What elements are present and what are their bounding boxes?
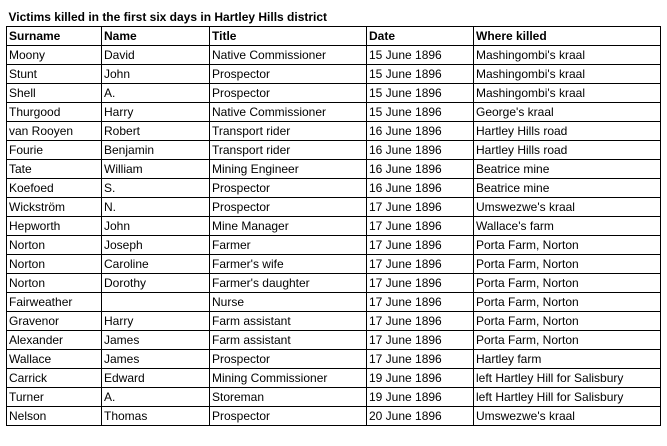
date-cell[interactable]: 17 June 1896 xyxy=(367,255,474,274)
where-killed-cell[interactable]: George's kraal xyxy=(474,103,661,122)
title-cell[interactable]: Native Commissioner xyxy=(210,46,367,65)
name-cell[interactable]: James xyxy=(102,350,210,369)
where-killed-cell[interactable]: Mashingombi's kraal xyxy=(474,84,661,103)
date-cell[interactable]: 15 June 1896 xyxy=(367,46,474,65)
name-cell[interactable]: Edward xyxy=(102,369,210,388)
column-header-where-killed[interactable]: Where killed xyxy=(474,27,661,46)
name-cell[interactable]: Thomas xyxy=(102,407,210,426)
title-cell[interactable]: Farm assistant xyxy=(210,312,367,331)
where-killed-cell[interactable]: Hartley Hills road xyxy=(474,122,661,141)
surname-cell[interactable]: Wickström xyxy=(7,198,102,217)
name-cell[interactable]: Dorothy xyxy=(102,274,210,293)
title-cell[interactable]: Native Commissioner xyxy=(210,103,367,122)
surname-cell[interactable]: Nelson xyxy=(7,407,102,426)
header-row xyxy=(7,27,661,46)
table-row xyxy=(7,331,661,350)
table-row xyxy=(7,217,661,236)
date-cell[interactable]: 17 June 1896 xyxy=(367,350,474,369)
title-cell[interactable]: Farmer's daughter xyxy=(210,274,367,293)
date-cell[interactable]: 17 June 1896 xyxy=(367,293,474,312)
where-killed-cell[interactable]: Hartley farm xyxy=(474,350,661,369)
date-cell[interactable]: 20 June 1896 xyxy=(367,407,474,426)
table-row xyxy=(7,255,661,274)
title-cell[interactable]: Prospector xyxy=(210,84,367,103)
date-cell[interactable]: 17 June 1896 xyxy=(367,198,474,217)
surname-cell[interactable]: Thurgood xyxy=(7,103,102,122)
where-killed-cell[interactable]: left Hartley Hill for Salisbury xyxy=(474,388,661,407)
surname-cell[interactable]: Gravenor xyxy=(7,312,102,331)
title-cell[interactable]: Storeman xyxy=(210,388,367,407)
surname-cell[interactable]: Alexander xyxy=(7,331,102,350)
date-cell[interactable]: 15 June 1896 xyxy=(367,103,474,122)
date-cell[interactable]: 15 June 1896 xyxy=(367,84,474,103)
where-killed-cell[interactable]: Porta Farm, Norton xyxy=(474,331,661,350)
surname-cell[interactable]: Hepworth xyxy=(7,217,102,236)
column-header-title[interactable]: Title xyxy=(210,27,367,46)
table-row xyxy=(7,160,661,179)
title-cell[interactable]: Mine Manager xyxy=(210,217,367,236)
date-cell[interactable]: 16 June 1896 xyxy=(367,160,474,179)
table-row xyxy=(7,103,661,122)
surname-cell[interactable]: Stunt xyxy=(7,65,102,84)
name-cell[interactable]: A. xyxy=(102,388,210,407)
table-row xyxy=(7,65,661,84)
name-cell[interactable]: David xyxy=(102,46,210,65)
table-row xyxy=(7,84,661,103)
where-killed-cell[interactable]: Porta Farm, Norton xyxy=(474,236,661,255)
date-cell[interactable]: 17 June 1896 xyxy=(367,312,474,331)
title-cell[interactable]: Mining Engineer xyxy=(210,160,367,179)
table-row xyxy=(7,236,661,255)
column-header-date[interactable]: Date xyxy=(367,27,474,46)
where-killed-cell[interactable]: left Hartley Hill for Salisbury xyxy=(474,369,661,388)
title-cell[interactable]: Prospector xyxy=(210,198,367,217)
where-killed-cell[interactable]: Beatrice mine xyxy=(474,179,661,198)
table-row xyxy=(7,293,661,312)
name-cell[interactable]: Harry xyxy=(102,103,210,122)
surname-cell[interactable]: Norton xyxy=(7,255,102,274)
date-cell[interactable]: 17 June 1896 xyxy=(367,331,474,350)
title-cell[interactable]: Prospector xyxy=(210,407,367,426)
table-row xyxy=(7,369,661,388)
empty-cell[interactable] xyxy=(367,8,474,27)
date-cell[interactable]: 19 June 1896 xyxy=(367,388,474,407)
surname-cell[interactable]: Wallace xyxy=(7,350,102,369)
date-cell[interactable]: 17 June 1896 xyxy=(367,274,474,293)
where-killed-cell[interactable]: Hartley Hills road xyxy=(474,141,661,160)
name-cell[interactable]: A. xyxy=(102,84,210,103)
title-cell[interactable]: Transport rider xyxy=(210,141,367,160)
surname-cell[interactable]: Moony xyxy=(7,46,102,65)
table-row xyxy=(7,141,661,160)
where-killed-cell[interactable]: Porta Farm, Norton xyxy=(474,293,661,312)
surname-cell[interactable]: Norton xyxy=(7,236,102,255)
table-row xyxy=(7,350,661,369)
name-cell[interactable]: Joseph xyxy=(102,236,210,255)
title-cell[interactable]: Mining Commissioner xyxy=(210,369,367,388)
table-row xyxy=(7,179,661,198)
column-header-name[interactable]: Name xyxy=(102,27,210,46)
surname-cell[interactable]: Norton xyxy=(7,274,102,293)
surname-cell[interactable]: van Rooyen xyxy=(7,122,102,141)
title-cell[interactable]: Farmer's wife xyxy=(210,255,367,274)
column-header-surname[interactable]: Surname xyxy=(7,27,102,46)
title-cell[interactable]: Farm assistant xyxy=(210,331,367,350)
name-cell[interactable]: John xyxy=(102,65,210,84)
name-cell[interactable]: Harry xyxy=(102,312,210,331)
date-cell[interactable]: 16 June 1896 xyxy=(367,122,474,141)
table-row xyxy=(7,198,661,217)
table-row xyxy=(7,46,661,65)
table-row xyxy=(7,388,661,407)
surname-cell[interactable]: Turner xyxy=(7,388,102,407)
date-cell[interactable]: 16 June 1896 xyxy=(367,179,474,198)
title-cell[interactable]: Prospector xyxy=(210,350,367,369)
where-killed-cell[interactable]: Umswezwe's kraal xyxy=(474,198,661,217)
name-cell[interactable]: Benjamin xyxy=(102,141,210,160)
name-cell[interactable]: S. xyxy=(102,179,210,198)
surname-cell[interactable]: Fairweather xyxy=(7,293,102,312)
date-cell[interactable]: 16 June 1896 xyxy=(367,141,474,160)
where-killed-cell[interactable]: Porta Farm, Norton xyxy=(474,255,661,274)
where-killed-cell[interactable]: Beatrice mine xyxy=(474,160,661,179)
date-cell[interactable]: 17 June 1896 xyxy=(367,236,474,255)
name-cell[interactable]: Robert xyxy=(102,122,210,141)
title-cell[interactable]: Prospector xyxy=(210,65,367,84)
table-row xyxy=(7,122,661,141)
where-killed-cell[interactable]: Wallace's farm xyxy=(474,217,661,236)
title-row xyxy=(7,8,661,27)
surname-cell[interactable]: Shell xyxy=(7,84,102,103)
table-row xyxy=(7,312,661,331)
name-cell[interactable]: William xyxy=(102,160,210,179)
table-row xyxy=(7,407,661,426)
title-cell[interactable]: Transport rider xyxy=(210,122,367,141)
where-killed-cell[interactable]: Mashingombi's kraal xyxy=(474,65,661,84)
title-cell[interactable]: Prospector xyxy=(210,179,367,198)
title-cell[interactable]: Nurse xyxy=(210,293,367,312)
name-cell[interactable] xyxy=(102,293,210,312)
name-cell[interactable]: John xyxy=(102,217,210,236)
name-cell[interactable]: N. xyxy=(102,198,210,217)
where-killed-cell[interactable]: Porta Farm, Norton xyxy=(474,312,661,331)
name-cell[interactable]: Caroline xyxy=(102,255,210,274)
name-cell[interactable]: James xyxy=(102,331,210,350)
empty-cell[interactable] xyxy=(474,8,661,27)
date-cell[interactable]: 19 June 1896 xyxy=(367,369,474,388)
surname-cell[interactable]: Tate xyxy=(7,160,102,179)
surname-cell[interactable]: Carrick xyxy=(7,369,102,388)
surname-cell[interactable]: Fourie xyxy=(7,141,102,160)
table-body xyxy=(7,46,661,426)
table-row xyxy=(7,274,661,293)
where-killed-cell[interactable]: Umswezwe's kraal xyxy=(474,407,661,426)
title-cell[interactable]: Farmer xyxy=(210,236,367,255)
sheet-title[interactable]: Victims killed in the first six days in Hartley Hills district xyxy=(7,8,367,27)
where-killed-cell[interactable]: Mashingombi's kraal xyxy=(474,46,661,65)
date-cell[interactable]: 17 June 1896 xyxy=(367,217,474,236)
date-cell[interactable]: 15 June 1896 xyxy=(367,65,474,84)
surname-cell[interactable]: Koefoed xyxy=(7,179,102,198)
victims-table xyxy=(6,8,661,426)
where-killed-cell[interactable]: Porta Farm, Norton xyxy=(474,274,661,293)
